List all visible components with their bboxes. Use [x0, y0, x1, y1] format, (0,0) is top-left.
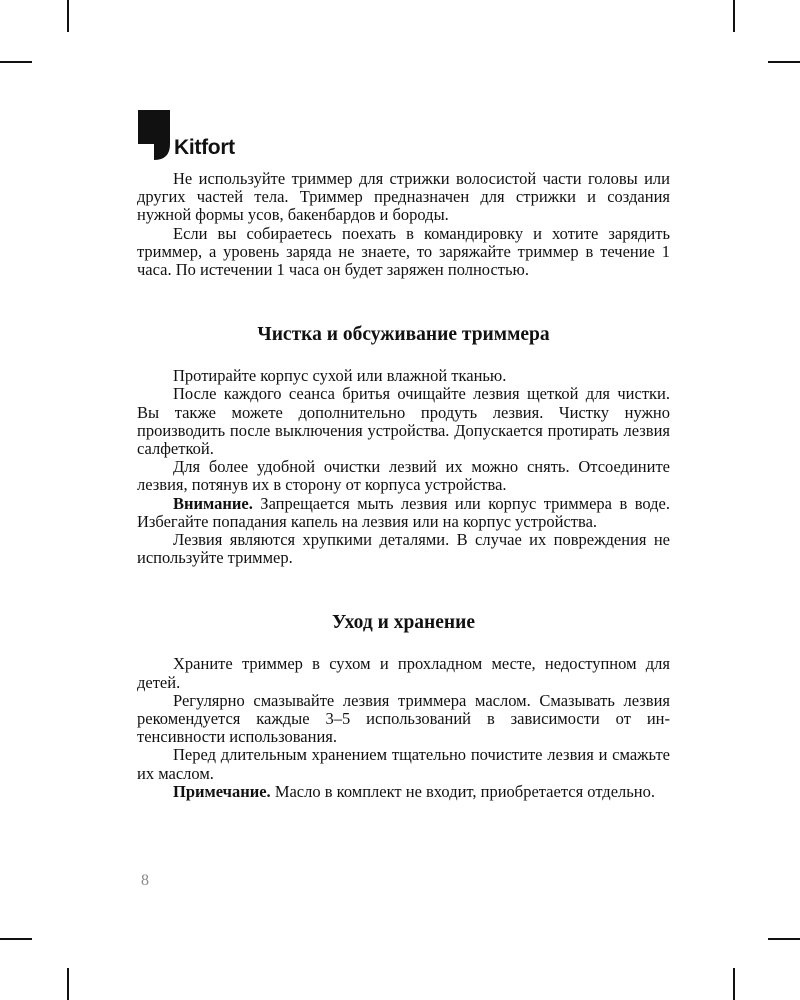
note-text: Масло в комплект не входит, приобретается отдельно.: [270, 781, 655, 801]
cleaning-paragraph-1: Протирайте корпус сухой или влажной тканью.: [173, 366, 507, 386]
page-number: 8: [141, 872, 149, 889]
brand-name: Kitfort: [174, 136, 235, 159]
section-title-cleaning: Чистка и обсуживание триммера: [257, 324, 550, 346]
warning-label: Внимание.: [173, 493, 253, 513]
care-paragraph-1: Храните триммер в сухом и прохладном месте, недоступном для детей.: [137, 654, 670, 692]
crop-mark-bottom-left: [67, 968, 69, 1000]
cleaning-paragraph-5: Лезвия являются хрупкими деталями. В случае их повреждения не используйте триммер.: [137, 530, 670, 568]
cleaning-warning-paragraph: [137, 495, 670, 531]
brand-logo: [138, 110, 235, 160]
crop-mark-top-right: [733, 0, 735, 32]
care-note-paragraph: [137, 783, 670, 801]
care-paragraph-3: Перед длительным хранением тщательно почистите лезвия и смажьте их маслом.: [137, 745, 670, 783]
crop-mark-right-upper: [768, 61, 800, 63]
kitfort-logo-icon: [138, 110, 170, 160]
cleaning-paragraph-2: После каждого сеанса бритья очищайте лезвия щеткой для чистки. Вы также можете дополнительно продуть лезвия. Чистку нужно производить после выключения устройства. Допускается протирать лезвия салфеткой.: [137, 384, 670, 459]
note-label: Примечание.: [173, 781, 271, 801]
warning-text: Запрещается мыть лезвия или корпус триммера в воде. Избегайте попадания капель на лезвия или на корпус устройства.: [137, 493, 670, 531]
crop-mark-left-lower: [0, 938, 32, 940]
intro-paragraph-2: Если вы собираетесь поехать в командировку и хотите зарядить триммер, а уровень заряда не знаете, то заряжайте триммер в течение 1 часа. По истечении 1 часа он будет заряжен полностью.: [137, 223, 670, 280]
crop-mark-bottom-right: [733, 968, 735, 1000]
care-paragraph-2: Регулярно смазывайте лезвия триммера маслом. Смазывать лезвия рекомендуется каждые 3–5 использований в зависимости от интенсивности использования.: [137, 690, 670, 747]
cleaning-paragraph-3: Для более удобной очистки лезвий их можно снять. Отсоедините лезвия, потянув их в сторону от корпуса устройства.: [137, 457, 670, 495]
page-content: [137, 170, 670, 801]
crop-mark-left-upper: [0, 61, 32, 63]
section-title-care: Уход и хранение: [331, 612, 476, 634]
crop-mark-top-left: [67, 0, 69, 32]
intro-paragraph-1: Не используйте триммер для стрижки волосистой части головы или других частей тела. Триммер предназначен для стрижки и создания нужной формы усов, бакенбардов и бороды.: [137, 169, 670, 225]
crop-mark-right-lower: [768, 938, 800, 940]
